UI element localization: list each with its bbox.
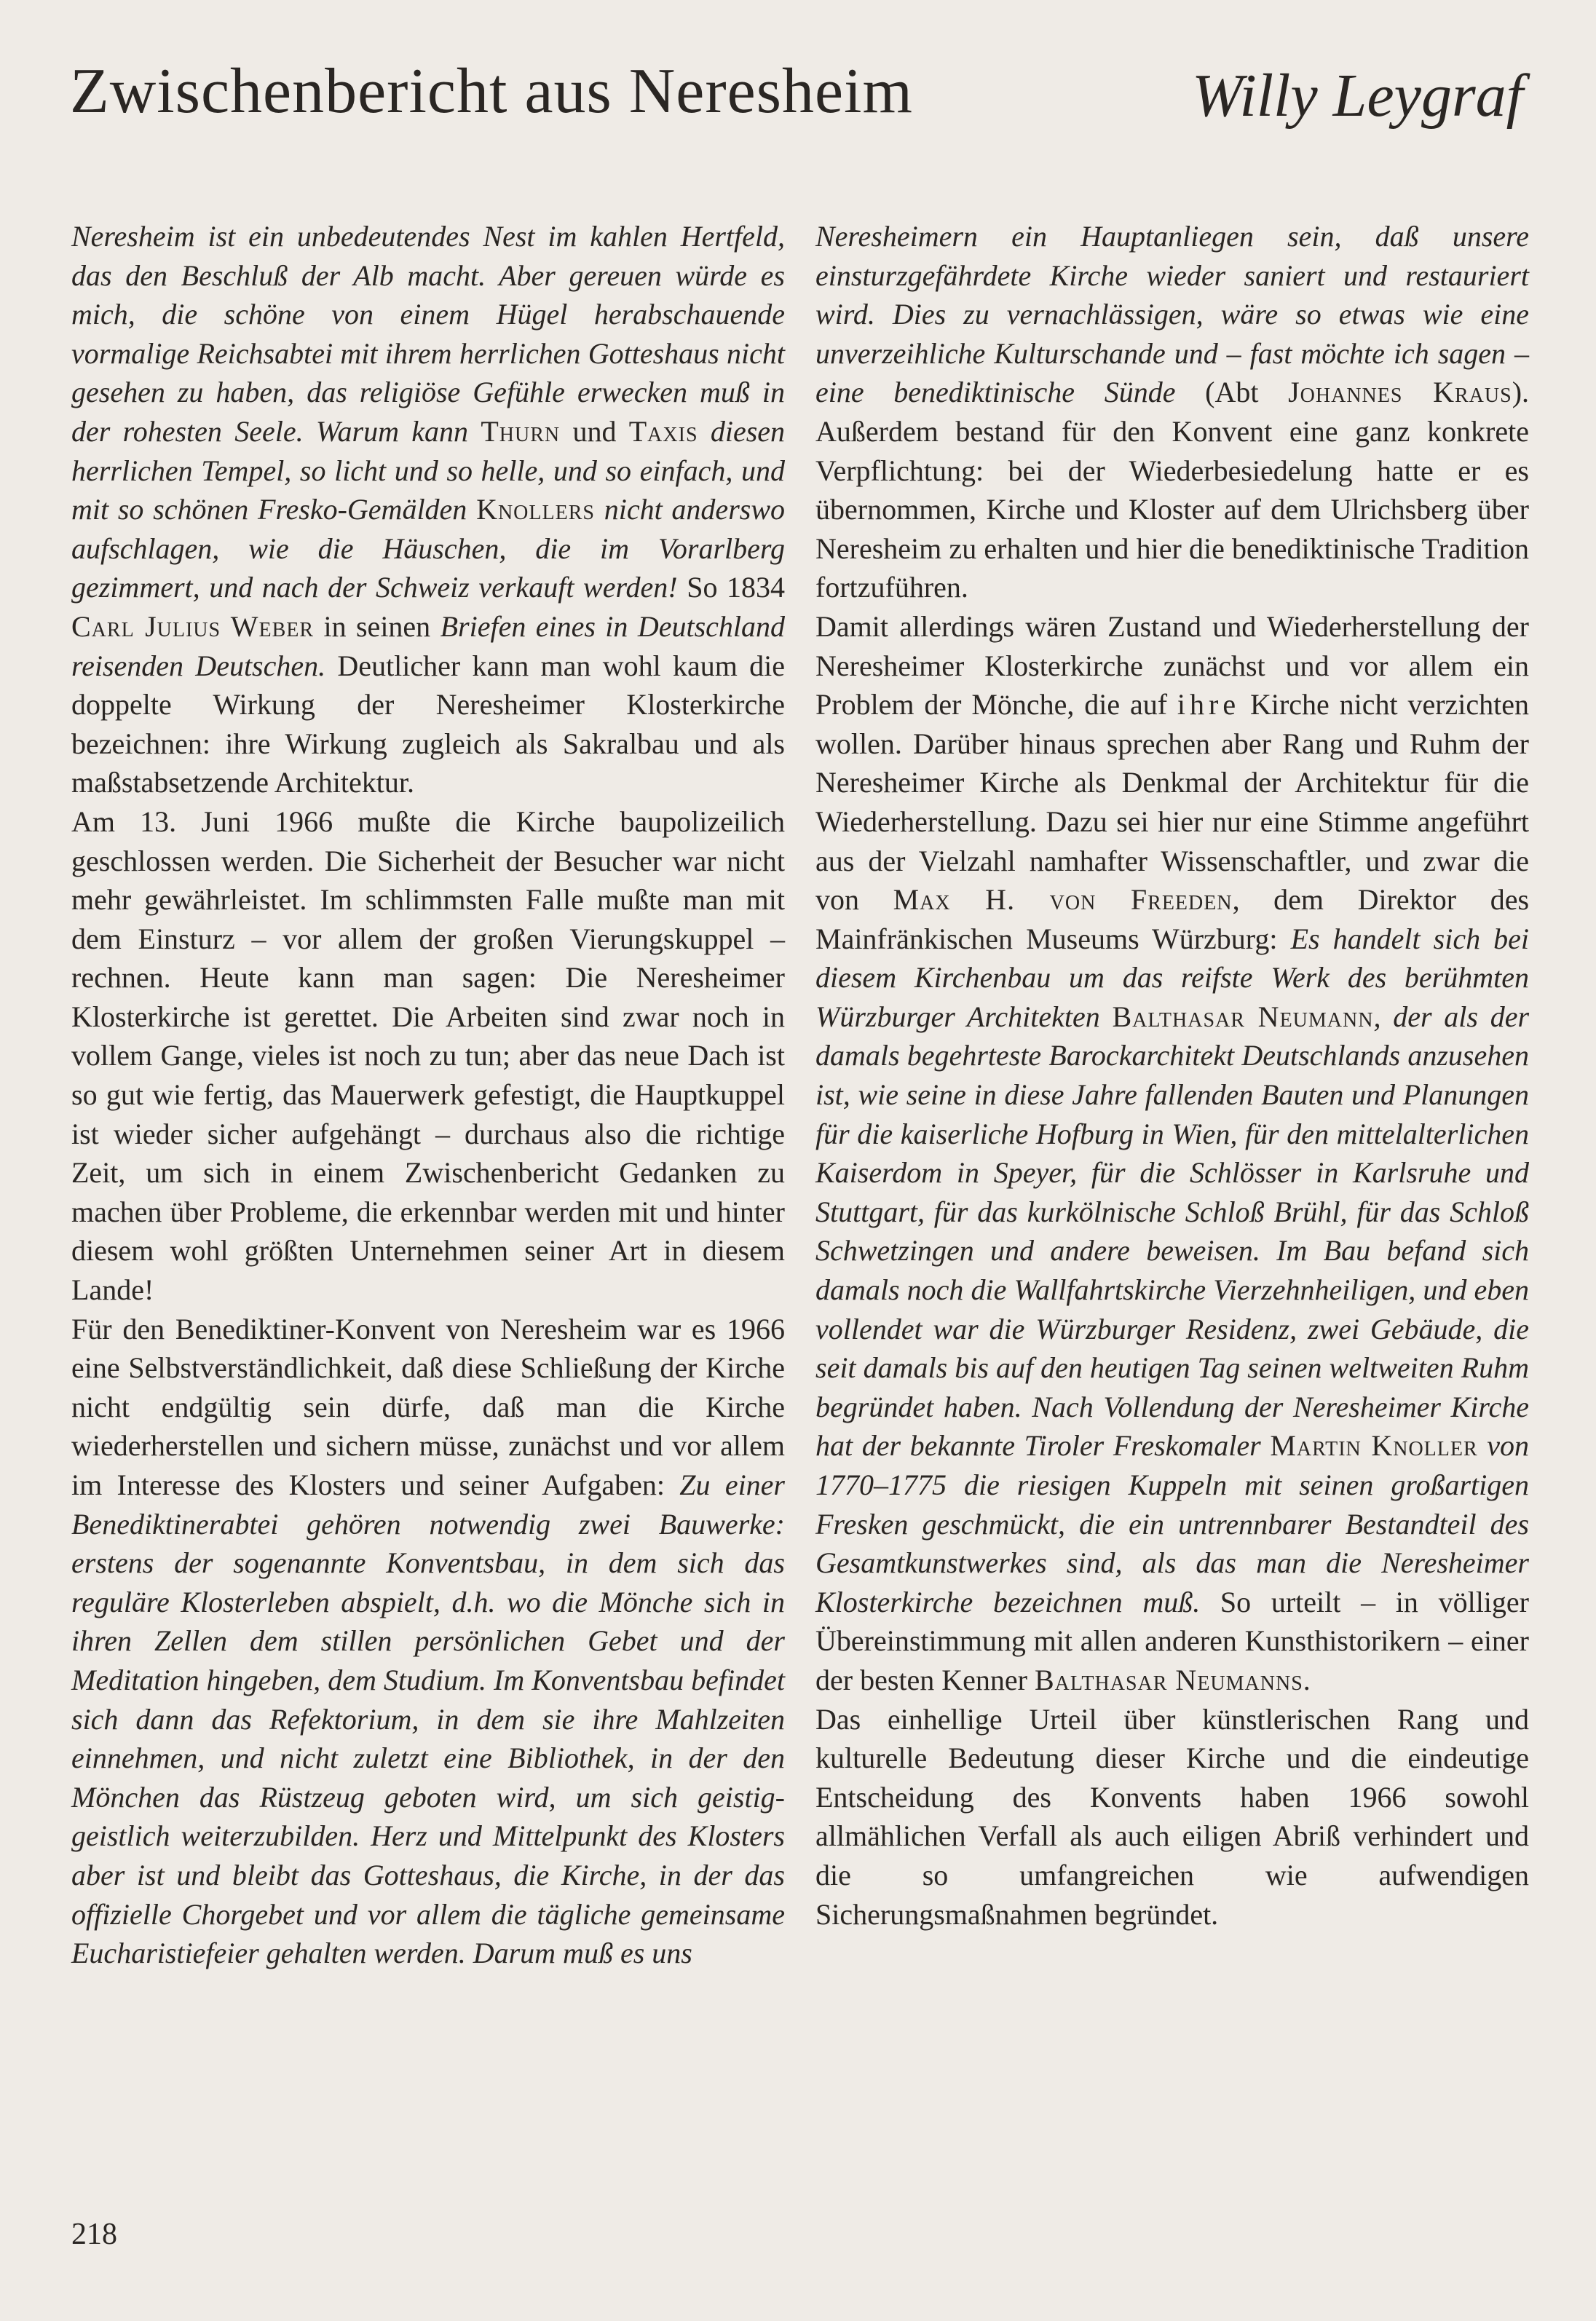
paragraph: Das einhellige Urteil über künstlerischen Rang und kulturelle Bedeutung dieser Kirche und die eindeutige Entscheidung des Konvents haben 1966 sowohl allmählichen Verfall als auch eiligen Abriß verhindert und die so umfangreichen wie aufwendigen Sicherungsmaßnahmen begründet. <box>815 1702 1529 1931</box>
text-run: (Abt <box>1205 376 1259 409</box>
text-run: ). Außerdem bestand für den Konvent eine ganz konkrete Verpflichtung: bei der Wiederbesiedelung hatte er es übernommen, Kirche und Kloster auf dem Ulrichsberg über Neresheim zu erhalten und hier die benediktinische Tradition fortzuführen. <box>815 376 1530 604</box>
text-run: Deutlicher kann man wohl kaum die doppelte Wirkung der Neresheimer Klosterkirche bezeichnen: ihre Wirkung zugleich als Sakralbau und als maßstabsetzende Architektur. <box>71 649 785 799</box>
page-number: 218 <box>71 2218 117 2251</box>
name-freeden: Max H. von Freeden <box>893 883 1233 917</box>
quote-text: nicht anderswo aufschlagen, wie die Häuschen, die im Vorarlberg gezimmert, und nach der Schweiz verkauft werden! <box>71 493 785 604</box>
text-run: , dem Direktor des Mainfränkischen Museums Würzburg: <box>815 883 1530 955</box>
quote-text: Neresheim ist ein unbedeutendes Nest im kahlen Hertfeld, das den Beschluß der Alb macht. Aber gereuen würde es mich, die schöne von einem Hügel herabschauende vormalige Reichsabtei mit ihrem herrlichen Gotteshaus nicht gesehen zu haben, das religiöse Gefühle erwecken muß in der rohesten Seele. Warum kann <box>71 220 785 448</box>
article-title: Zwischenbericht aus Neresheim <box>70 56 913 127</box>
name-neumann: Balthasar Neumann <box>1112 1000 1374 1033</box>
quote-text: von 1770–1775 die riesigen Kuppeln mit seinen großartigen Fresken geschmückt, die ein untrennbarer Bestandteil des Gesamtkunstwerkes sind, als das man die Neresheimer Klosterkirche bezeichnen muß. <box>815 1429 1530 1618</box>
quote-text: , der als der damals begehrteste Barockarchitekt Deutschlands anzusehen ist, wie seine in diese Jahre fallenden Bauten und Planungen für die kaiserliche Hofburg in Wien, für den mittelalterlichen Kaiserdom in Speyer, für die Schlösser in Karlsruhe und Stuttgart, für das kurkölnische Schloß Brühl, für das Schloß Schwetzingen und andere beweisen. Im Bau befand sich damals noch die Wallfahrtskirche Vierzehnheiligen, und eben vollendet war die Würzburger Residenz, zwei Gebäude, die seit damals bis auf den heutigen Tag seinen weltweiten Ruhm begründet haben. Nach Vollendung der Neresheimer Kirche hat der bekannte Tiroler Freskomaler <box>815 1000 1530 1463</box>
name-knoller: Martin Knoller <box>1270 1429 1478 1463</box>
paragraph: Am 13. Juni 1966 mußte die Kirche baupolizeilich geschlossen werden. Die Sicherheit der Besucher war nicht mehr gewährleistet. Im schlimmsten Falle mußte man mit dem Einsturz – vor allem der großen Vierungskuppel – rechnen. Heute kann man sagen: Die Neresheimer Klosterkirche ist gerettet. Die Arbeiten sind zwar noch in vollem Gange, vieles ist noch zu tun; aber das neue Dach ist so gut wie fertig, das Mauerwerk gefestigt, die Hauptkuppel ist wieder sicher aufgehängt – durchaus also die richtige Zeit, um sich in einem Zwischenbericht Gedanken zu machen über Probleme, die erkennbar werden mit und hinter diesem wohl größten Unternehmen seiner Art in diesem Lande! <box>71 804 785 1307</box>
text-run: So urteilt – in völliger Übereinstimmung mit allen anderen Kunsthistorikern – einer der besten Kenner <box>815 1585 1529 1696</box>
paragraph <box>815 217 1529 607</box>
paragraph <box>71 1310 785 1973</box>
quote-text: Neresheimern ein Hauptanliegen sein, daß unsere einsturzgefährdete Kirche wieder saniert und restauriert wird. Dies zu vernachlässigen, wäre so etwas wie eine unverzeihliche Kulturschande und – fast möchte ich sagen – eine benediktinische Sünde <box>815 220 1529 409</box>
name-neumanns: Balthasar Neumanns. <box>1034 1663 1311 1696</box>
emphasis-ihre: ihre <box>1177 688 1241 721</box>
text-run: Kirche nicht verzichten wollen. Darüber hinaus sprechen aber Rang und Ruhm der Neresheimer Kirche als Denkmal der Architektur für die Wiederherstellung. Dazu sei hier nur eine Stimme angeführt aus der Vielzahl namhafter Wissenschaftler, und zwar die von <box>815 688 1530 917</box>
book-title: Briefen eines in Deutschland reisenden Deutschen. <box>71 609 786 682</box>
text-run: Damit allerdings wären Zustand und Wiederherstellung der Neresheimer Klosterkirche zunächst und vor allem ein Problem der Mönche, die auf <box>815 609 1529 721</box>
author-name: Willy Leygraf <box>1192 62 1523 130</box>
paragraph <box>815 607 1529 1700</box>
quote-text: Zu einer Benediktinerabtei gehören notwendig zwei Bauwerke: erstens der sogenannte Konventsbau, in dem sich das reguläre Klosterleben abspielt, d.h. wo die Mönche sich in ihren Zellen dem stillen persönlichen Gebet und der Meditation hingeben, dem Studium. Im Konventsbau befindet sich dann das Refektorium, in dem sie ihre Mahlzeiten einnehmen, und nicht zuletzt eine Bibliothek, in der den Mönchen das Rüstzeug geboten wird, um sich geistig-geistlich weiterzubilden. Herz und Mittelpunkt des Klosters aber ist und bleibt das Gotteshaus, die Kirche, in der das offizielle Chorgebet und vor allem die tägliche gemeinsame Eucharistiefeier gehalten werden. Darum muß es uns <box>71 1468 785 1970</box>
text-run: in seinen <box>323 609 431 643</box>
name-weber: Carl Julius Weber <box>71 609 315 643</box>
paragraph <box>71 217 785 802</box>
text-run: Für den Benediktiner-Konvent von Neresheim war es 1966 eine Selbstverständlichkeit, daß diese Schließung der Kirche nicht endgültig sein dürfe, daß man die Kirche wiederherstellen und sichern müsse, zunächst und vor allem im Interesse des Klosters und seiner Aufgaben: <box>71 1312 785 1501</box>
name-taxis: Taxis <box>628 414 698 448</box>
name-knollers: Knollers <box>476 493 595 526</box>
left-column <box>71 217 785 1973</box>
text-run: und <box>572 414 617 448</box>
quote-text: Es handelt sich bei diesem Kirchenbau um das reifste Werk des berühmten Würzburger Architekten <box>815 922 1530 1033</box>
text-run: So 1834 <box>687 571 786 604</box>
name-thurn: Thurn <box>481 414 561 448</box>
right-column <box>815 217 1529 1934</box>
quote-text: diesen herrlichen Tempel, so licht und so helle, und so einfach, und mit so schönen Fresko-Gemälden <box>71 414 786 526</box>
name-kraus: Johannes Kraus <box>1288 376 1512 409</box>
